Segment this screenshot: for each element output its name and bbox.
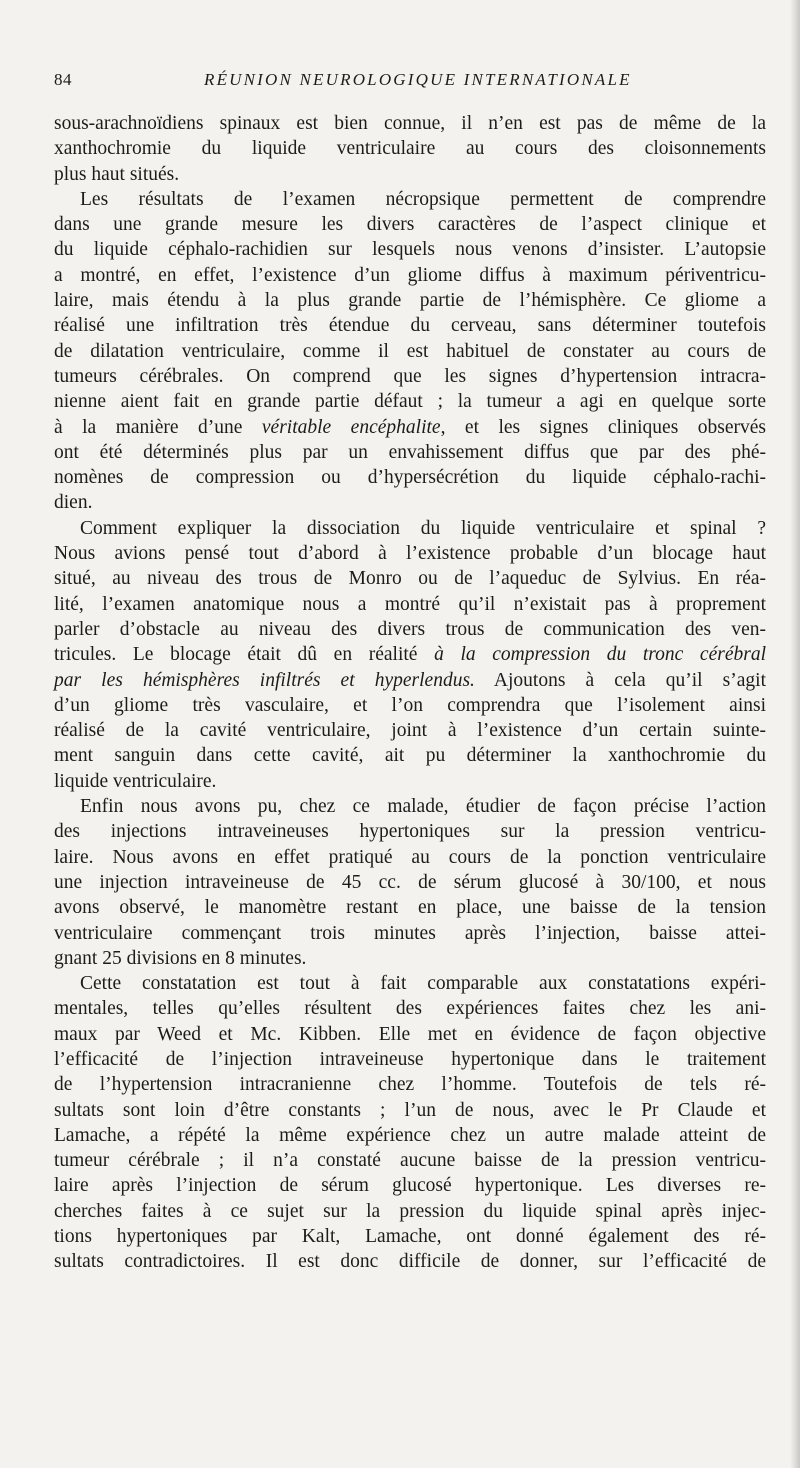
text-run: dans une grande mesure les divers caractères de l’aspect clinique et xyxy=(54,214,766,236)
running-header xyxy=(54,70,764,94)
text-run: ment sanguin dans cette cavité, ait pu déterminer la xanthochromie du xyxy=(54,745,766,767)
text-run: des injections intraveineuses hypertoniques sur la pression ventricu- xyxy=(54,821,766,843)
text-line xyxy=(54,895,766,920)
text-line xyxy=(54,111,766,136)
italic-phrase: à la compression du tronc cérébral xyxy=(434,644,766,666)
text-run: de l’hypertension intracranienne chez l’homme. Toutefois de tels ré- xyxy=(54,1074,766,1096)
text-run: dien. xyxy=(54,492,93,514)
italic-phrase: véritable encéphalite xyxy=(261,416,441,438)
text-line xyxy=(54,921,766,946)
text-run: Enfin nous avons pu, chez ce malade, étudier de façon précise l’action xyxy=(80,796,766,818)
text-run: plus haut situés. xyxy=(54,163,180,185)
text-run: parler d’obstacle au niveau des divers trous de communication des ven- xyxy=(54,618,766,640)
text-run: , et les signes cliniques observés xyxy=(440,416,766,438)
text-line xyxy=(54,1199,766,1224)
text-run: maux par Weed et Mc. Kibben. Elle met en évidence de façon objective xyxy=(54,1023,766,1045)
text-line xyxy=(54,187,766,212)
page-edge-shadow xyxy=(790,0,800,1468)
text-line xyxy=(54,769,766,794)
text-line xyxy=(54,668,766,693)
running-title: RÉUNION NEUROLOGIQUE INTERNATIONALE xyxy=(204,70,632,89)
text-run: ont été déterminés plus par un envahissement diffus que par des phé- xyxy=(54,441,766,463)
text-run: nomènes de compression ou d’hypersécrétion du liquide céphalo-rachi- xyxy=(54,467,766,489)
text-line xyxy=(54,1098,766,1123)
text-line xyxy=(54,440,766,465)
text-run: d’un gliome très vasculaire, et l’on comprendra que l’isolement ainsi xyxy=(54,694,766,716)
text-run: de dilatation ventriculaire, comme il est habituel de constater au cours de xyxy=(54,340,766,362)
text-line xyxy=(54,1123,766,1148)
italic-phrase: par les hémisphères infiltrés et hyperlendus. xyxy=(54,669,475,691)
text-line xyxy=(54,415,766,440)
text-line xyxy=(54,1072,766,1097)
text-run: Ajoutons à cela qu’il s’agit xyxy=(474,669,766,691)
body-text xyxy=(54,111,766,1275)
text-line xyxy=(54,592,766,617)
text-line xyxy=(54,996,766,1021)
text-line xyxy=(54,1047,766,1072)
text-line xyxy=(54,541,766,566)
text-run: ventriculaire commençant trois minutes après l’injection, baisse attei- xyxy=(54,922,766,944)
text-run: gnant 25 divisions en 8 minutes. xyxy=(54,947,307,969)
text-line xyxy=(54,946,766,971)
text-run: tumeurs cérébrales. On comprend que les signes d’hypertension intracra- xyxy=(54,365,766,387)
text-run: Comment expliquer la dissociation du liquide ventriculaire et spinal ? xyxy=(80,517,766,539)
text-line xyxy=(54,971,766,996)
text-line xyxy=(54,339,766,364)
text-line xyxy=(54,162,766,187)
text-line xyxy=(54,718,766,743)
text-run: laire. Nous avons en effet pratiqué au cours de la ponction ventriculaire xyxy=(54,846,766,868)
text-run: cherches faites à ce sujet sur la pression du liquide spinal après injec- xyxy=(54,1200,766,1222)
text-line xyxy=(54,1173,766,1198)
text-run: situé, au niveau des trous de Monro ou de l’aqueduc de Sylvius. En réa- xyxy=(54,568,766,590)
text-line xyxy=(54,490,766,515)
text-run: liquide ventriculaire. xyxy=(54,770,217,792)
text-line xyxy=(54,819,766,844)
text-line xyxy=(54,136,766,161)
text-run: tions hypertoniques par Kalt, Lamache, ont donné également des ré- xyxy=(54,1226,766,1248)
text-line xyxy=(54,389,766,414)
text-run: Nous avions pensé tout d’abord à l’existence probable d’un blocage haut xyxy=(54,543,766,565)
text-line xyxy=(54,617,766,642)
text-run: laire, mais étendu à la plus grande partie de l’hémisphère. Ce gliome a xyxy=(54,290,766,312)
text-run: laire après l’injection de sérum glucosé hypertonique. Les diverses re- xyxy=(54,1175,766,1197)
text-run: tricules. Le blocage était dû en réalité xyxy=(54,644,435,666)
text-line xyxy=(54,263,766,288)
text-line xyxy=(54,1022,766,1047)
text-run: sultats contradictoires. Il est donc difficile de donner, sur l’efficacité de xyxy=(54,1251,766,1273)
text-line xyxy=(54,743,766,768)
text-run: sultats sont loin d’être constants ; l’un de nous, avec le Pr Claude et xyxy=(54,1099,766,1121)
text-run: réalisé une infiltration très étendue du cerveau, sans déterminer toutefois xyxy=(54,315,766,337)
text-line xyxy=(54,870,766,895)
text-run: mentales, telles qu’elles résultent des expériences faites chez les ani- xyxy=(54,998,766,1020)
text-run: lité, l’examen anatomique nous a montré qu’il n’existait pas à proprement xyxy=(54,593,766,615)
text-run: Les résultats de l’examen nécropsique permettent de comprendre xyxy=(80,188,766,210)
text-line xyxy=(54,465,766,490)
text-run: a montré, en effet, l’existence d’un gliome diffus à maximum périventricu- xyxy=(54,264,766,286)
text-line xyxy=(54,642,766,667)
text-line xyxy=(54,845,766,870)
text-run: sous-arachnoïdiens spinaux est bien connue, il n’en est pas de même de la xyxy=(54,113,766,134)
text-run: du liquide céphalo-rachidien sur lesquels nous venons d’insister. L’autopsie xyxy=(54,239,766,261)
text-line xyxy=(54,1224,766,1249)
text-run: Cette constatation est tout à fait comparable aux constatations expéri- xyxy=(80,973,766,995)
text-line xyxy=(54,566,766,591)
text-line xyxy=(54,516,766,541)
text-run: tumeur cérébrale ; il n’a constaté aucune baisse de la pression ventricu- xyxy=(54,1150,766,1172)
text-line xyxy=(54,237,766,262)
text-line xyxy=(54,212,766,237)
text-run: avons observé, le manomètre restant en place, une baisse de la tension xyxy=(54,897,766,919)
text-line xyxy=(54,1148,766,1173)
text-run: nienne aient fait en grande partie défaut ; la tumeur a agi en quelque sorte xyxy=(54,391,766,413)
text-run: xanthochromie du liquide ventriculaire au cours des cloisonnements xyxy=(54,138,766,160)
text-run: l’efficacité de l’injection intraveineuse hypertonique dans le traitement xyxy=(54,1048,766,1070)
text-run: à la manière d’une xyxy=(54,416,262,438)
text-line xyxy=(54,364,766,389)
text-line xyxy=(54,1249,766,1274)
text-run: Lamache, a répété la même expérience chez un autre malade atteint de xyxy=(54,1124,766,1146)
text-line xyxy=(54,288,766,313)
text-line xyxy=(54,313,766,338)
text-run: réalisé de la cavité ventriculaire, joint à l’existence d’un certain suinte- xyxy=(54,720,766,742)
text-line xyxy=(54,794,766,819)
page-number: 84 xyxy=(54,70,72,89)
text-line xyxy=(54,693,766,718)
text-run: une injection intraveineuse de 45 cc. de sérum glucosé à 30/100, et nous xyxy=(54,871,766,893)
